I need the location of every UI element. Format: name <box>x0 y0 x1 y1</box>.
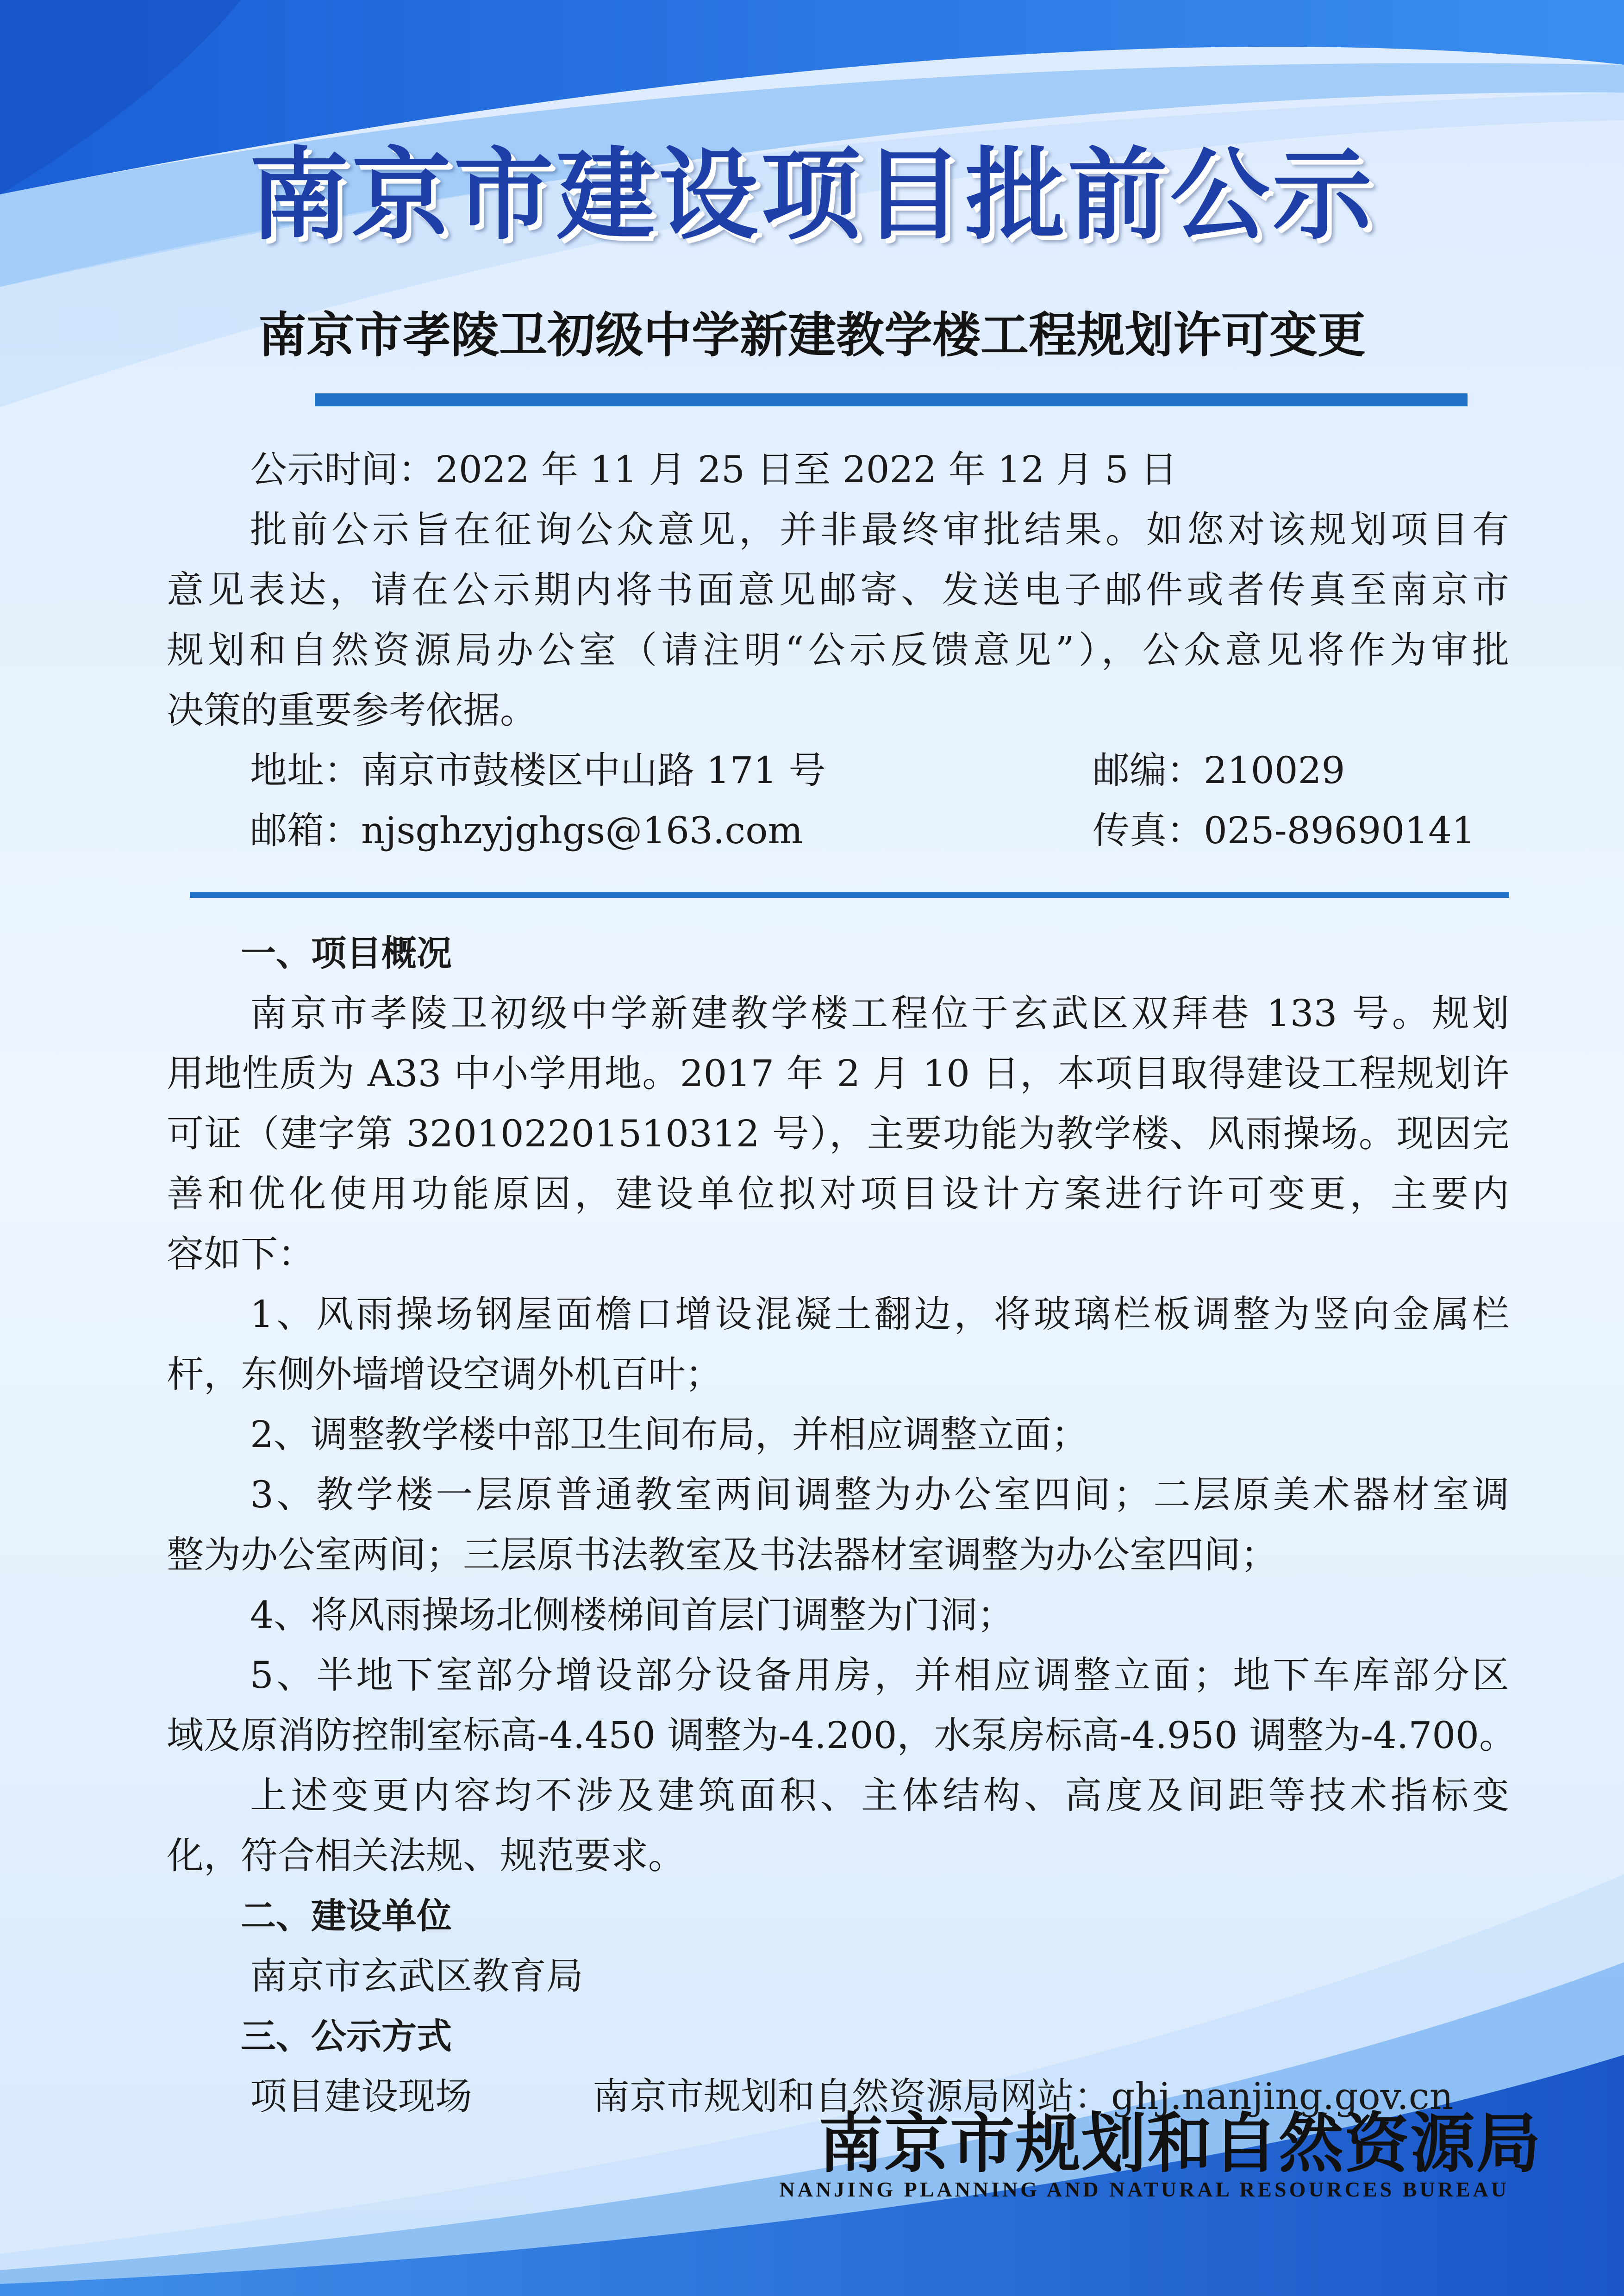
overview-line: 南京市孝陵卫初级中学新建教学楼工程位于玄武区双拜巷 133 号。规划 <box>250 992 1509 1035</box>
project-subtitle: 南京市孝陵卫初级中学新建教学楼工程规划许可变更 <box>258 306 1366 363</box>
agency-name-en: NANJING PLANNING AND NATURAL RESOURCES BUREAU <box>779 2178 1509 2201</box>
method-onsite: 项目建设现场 <box>250 2075 472 2118</box>
notice-paragraph-line: 意见表达，请在公示期内将书面意见邮寄、发送电子邮件或者传真至南京市 <box>167 568 1509 611</box>
notice-period: 公示时间：2022 年 11 月 25 日至 2022 年 12 月 5 日 <box>250 448 1178 491</box>
method-website: 南京市规划和自然资源局网站：ghj.nanjing.gov.cn <box>593 2075 1454 2118</box>
summary-line: 上述变更内容均不涉及建筑面积、主体结构、高度及间距等技术指标变 <box>250 1774 1509 1817</box>
section-heading-builder: 二、建设单位 <box>241 1895 452 1936</box>
notice-paragraph-line: 批前公示旨在征询公众意见，并非最终审批结果。如您对该规划项目有 <box>250 508 1509 551</box>
notice-email: 邮箱：njsghzyjghgs@163.com <box>250 809 803 852</box>
overview-line: 善和优化使用功能原因，建设单位拟对项目设计方案进行许可变更，主要内 <box>167 1172 1509 1215</box>
notice-address: 地址：南京市鼓楼区中山路 171 号 <box>250 749 826 792</box>
notice-fax: 传真：025-89690141 <box>1093 809 1475 852</box>
change-item: 5、半地下室部分增设部分设备用房，并相应调整立面；地下车库部分区 <box>250 1654 1509 1697</box>
section-divider <box>190 892 1509 898</box>
change-item: 2、调整教学楼中部卫生间布局，并相应调整立面； <box>250 1413 1088 1456</box>
overview-line: 可证（建字第 320102201510312 号），主要功能为教学楼、风雨操场。现因完 <box>167 1112 1509 1155</box>
agency-name-cn: 南京市规划和自然资源局 <box>818 2106 1542 2182</box>
page-title: 南京市建设项目批前公示 <box>249 137 1375 253</box>
notice-paragraph-line: 决策的重要参考依据。 <box>167 689 537 732</box>
section-heading-method: 三、公示方式 <box>241 2016 452 2057</box>
section-heading-overview: 一、项目概况 <box>241 933 452 974</box>
change-item: 4、将风雨操场北侧楼梯间首层门调整为门洞； <box>250 1593 1014 1636</box>
change-item: 3、教学楼一层原普通教室两间调整为办公室四间；二层原美术器材室调 <box>250 1473 1509 1516</box>
change-item: 1、风雨操场钢屋面檐口增设混凝土翻边，将玻璃栏板调整为竖向金属栏 <box>250 1293 1509 1336</box>
change-item: 杆，东侧外墙增设空调外机百叶； <box>167 1353 722 1396</box>
overview-line: 用地性质为 A33 中小学用地。2017 年 2 月 10 日，本项目取得建设工程规划许 <box>167 1052 1509 1095</box>
notice-paragraph-line: 规划和自然资源局办公室（请注明“公示反馈意见”），公众意见将作为审批 <box>167 628 1509 672</box>
summary-line: 化，符合相关法规、规范要求。 <box>167 1834 685 1877</box>
builder-name: 南京市玄武区教育局 <box>250 1954 583 1997</box>
overview-line: 容如下： <box>167 1232 315 1276</box>
notice-postcode: 邮编：210029 <box>1093 749 1345 792</box>
change-item: 整为办公室两间；三层原书法教室及书法器材室调整为办公室四间； <box>167 1533 1278 1576</box>
title-divider <box>315 393 1468 406</box>
change-item: 域及原消防控制室标高-4.450 调整为-4.200，水泵房标高-4.950 调整为-4.700。 <box>167 1714 1517 1757</box>
